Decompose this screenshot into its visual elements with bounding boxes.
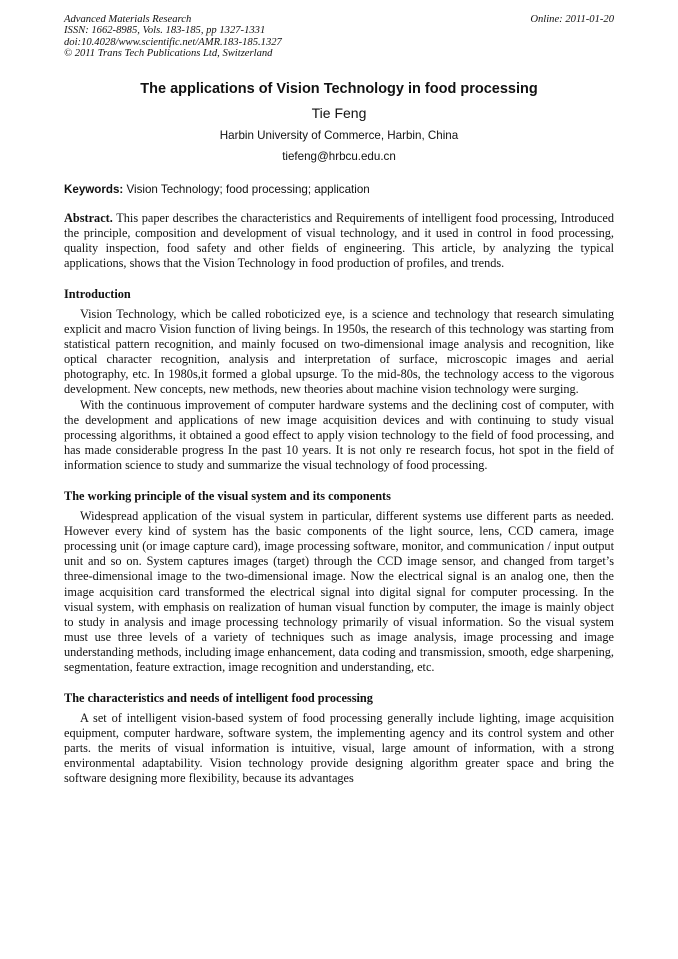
copyright-line: © 2011 Trans Tech Publications Ltd, Switzerland: [64, 48, 273, 60]
abstract-text: This paper describes the characteristics and Requirements of intelligent food processing, Introduced the principle, composition and development of visual technology, and it used in control in food processing, quality inspection, food safety and other fields of engineering. This article, by analyzing the typical applications, shows that the Vision Technology in food production of profiles, and trends.: [64, 210, 614, 270]
paper-title: The applications of Vision Technology in food processing: [140, 80, 538, 97]
journal-header: [64, 14, 614, 60]
paragraph: Vision Technology, which be called roboticized eye, is a science and technology that research simulating explicit and macro Vision function of living beings. In 1950s, the research of this technology was starting from statistical pattern recognition, and mainly focused on two-dimensional image analysis and recognition, like optical character recognition, analysis and interpretation of surface, microscopic images and aerial photography, etc. In 1980s,it formed a global upsurge. To the mid-80s, the technology access to the vigorous development. New concepts, new methods, new theories about machine vision technology were surging.: [64, 307, 614, 397]
abstract: [64, 211, 614, 271]
author-name: Tie Feng: [311, 104, 367, 121]
keywords-label: Keywords:: [64, 182, 124, 196]
paragraph: Widespread application of the visual system in particular, different systems use different parts as needed. However every kind of system has the basic components of the light source, lens, CCD camera, image processing unit (or image capture card), image processing software, monitor, and communication / input output unit and so on. System captures images (target) through the CCD image sensor, and changed from target’s three-dimensional image to the two-dimensional image. Now the electrical signal is an analog one, then the image acquisition card transformed the electrical signal into digital signal for computer processing. In the visual system, with emphasis on realization of human visual function by computer, the image is mainly object to study in analysis and image processing technology primarily of visual information. So the visual system must use three levels of a variety of techniques such as image analysis, image processing and image understanding methods, including image enhancement, data coding and transmission, smooth, edge sharpening, segmentation, feature extraction, image recognition and understanding, etc.: [64, 509, 614, 674]
section-heading-introduction: Introduction: [64, 287, 131, 301]
author-affiliation: Harbin University of Commerce, Harbin, China: [219, 128, 459, 142]
online-date: Online: 2011-01-20: [530, 14, 614, 25]
section-heading-characteristics: The characteristics and needs of intelligent food processing: [64, 691, 373, 706]
author-email: tiefeng@hrbcu.edu.cn: [282, 149, 396, 163]
paragraph: With the continuous improvement of computer hardware systems and the declining cost of computer, with the development and applications of new image acquisition devices and with continuing to study visual processing algorithms, it obtained a good effect to apply vision technology to the field of food processing, and has made considerable progress In the past 10 years. It is not only re research focus, hot spot in the field of information science to study and summarize the visual technology of food processing.: [64, 397, 614, 472]
abstract-label: Abstract.: [64, 210, 113, 225]
paragraph: A set of intelligent vision-based system of food processing generally include lighting, image acquisition equipment, computer hardware, software system, the implementing agency and its control system and other parts. the merits of visual information is intuitive, visual, large amount of information, with a strong environmental adaptability. Vision technology provide designing algorithm greater space and bring the software designing more flexibility, because its advantages: [64, 711, 614, 786]
issn-line: ISSN: 1662-8985, Vols. 183-185, pp 1327-1331: [64, 25, 266, 37]
section-heading-working-principle: The working principle of the visual system and its components: [64, 489, 391, 504]
doi-line: doi:10.4028/www.scientific.net/AMR.183-185.1327: [64, 36, 282, 48]
journal-name: Advanced Materials Research: [64, 14, 192, 25]
keywords: [64, 183, 614, 196]
keywords-text: Vision Technology; food processing; application: [126, 182, 370, 196]
